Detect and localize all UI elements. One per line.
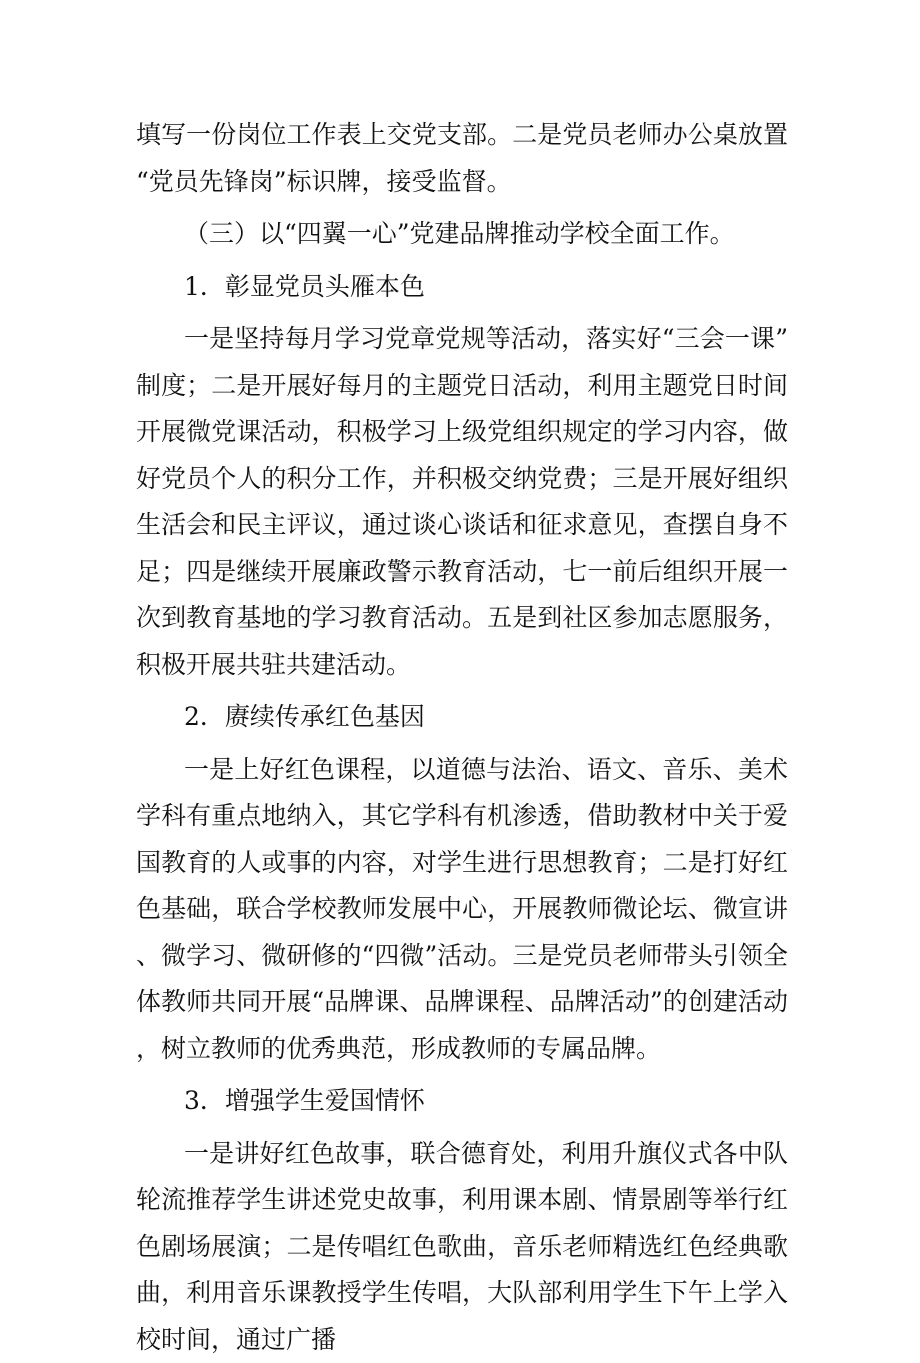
subheading-3: 3．增强学生爱国情怀 <box>136 1078 788 1125</box>
document-body <box>136 112 788 1363</box>
paragraph-3: 一是讲好红色故事，联合德育处，利用升旗仪式各中队轮流推荐学生讲述党史故事，利用课本剧、情景剧等举行红色剧场展演；二是传唱红色歌曲，音乐老师精选红色经典歌曲，利用音乐课教授学生传唱，大队部利用学生下午上学入校时间，通过广播 <box>136 1131 788 1363</box>
paragraph-continued: 填写一份岗位工作表上交党支部。二是党员老师办公桌放置“党员先锋岗”标识牌，接受监督。 <box>136 112 788 205</box>
subheading-1: 1．彰显党员头雁本色 <box>136 264 788 311</box>
paragraph-2: 一是上好红色课程，以道德与法治、语文、音乐、美术学科有重点地纳入，其它学科有机渗透，借助教材中关于爱国教育的人或事的内容，对学生进行思想教育；二是打好红色基础，联合学校教师发展中心，开展教师微论坛、微宣讲、微学习、微研修的“四微”活动。三是党员老师带头引领全体教师共同开展“品牌课、品牌课程、品牌活动”的创建活动，树立教师的优秀典范，形成教师的专属品牌。 <box>136 747 788 1073</box>
paragraph-1: 一是坚持每月学习党章党规等活动，落实好“三会一课”制度；二是开展好每月的主题党日活动，利用主题党日时间开展微党课活动，积极学习上级党组织规定的学习内容，做好党员个人的积分工作，并积极交纳党费；三是开展好组织生活会和民主评议，通过谈心谈话和征求意见，查摆自身不足；四是继续开展廉政警示教育活动，七一前后组织开展一次到教育基地的学习教育活动。五是到社区参加志愿服务，积极开展共驻共建活动。 <box>136 316 788 688</box>
section-heading-three: （三）以“四翼一心”党建品牌推动学校全面工作。 <box>136 211 788 258</box>
subheading-2: 2．赓续传承红色基因 <box>136 694 788 741</box>
